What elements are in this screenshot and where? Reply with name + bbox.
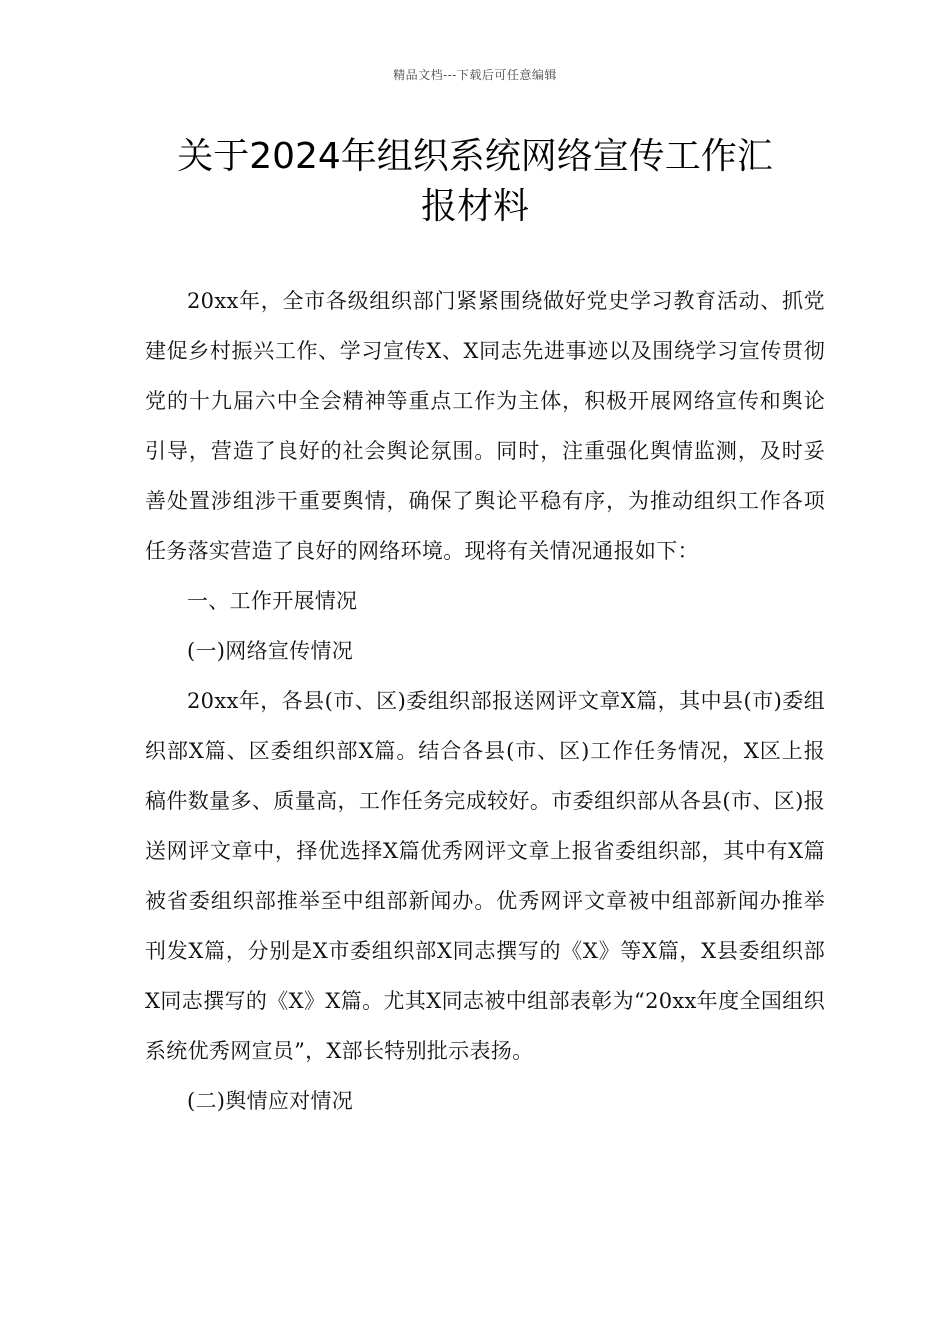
paragraph-network-publicity: 20xx年，各县(市、区)委组织部报送网评文章X篇，其中县(市)委组织部X篇、区委组织部X篇。结合各县(市、区)工作任务情况，X区上报稿件数量多、质量高，工作任务完成较好。市委组织部从各县(市、区)报送网评文章中，择优选择X篇优秀网评文章上报省委组织部，其中有X篇被省委组织部推举至中组部新闻办。优秀网评文章被中组部新闻办推举刊发X篇，分别是X市委组织部X同志撰写的《X》等X篇，X县委组织部X同志撰写的《X》X篇。尤其X同志被中组部表彰为“20xx年度全国组织系统优秀网宣员”，X部长特别批示表扬。 <box>145 689 825 1063</box>
header-note: 精品文档---下载后可任意编辑 <box>393 68 557 82</box>
subsection-heading-2: (二)舆情应对情况 <box>187 1089 354 1113</box>
subsection-heading-1: (一)网络宣传情况 <box>187 639 354 663</box>
document-body <box>145 276 825 1126</box>
paragraph-intro: 20xx年，全市各级组织部门紧紧围绕做好党史学习教育活动、抓党建促乡村振兴工作、学习宣传X、X同志先进事迹以及围绕学习宣传贯彻党的十九届六中全会精神等重点工作为主体，积极开展网络宣传和舆论引导，营造了良好的社会舆论氛围。同时，注重强化舆情监测，及时妥善处置涉组涉干重要舆情，确保了舆论平稳有序，为推动组织工作各项任务落实营造了良好的网络环境。现将有关情况通报如下： <box>145 289 825 563</box>
section-heading-1: 一、工作开展情况 <box>187 589 358 613</box>
title-line-2: 报材料 <box>420 186 529 227</box>
document-title <box>95 132 855 232</box>
title-line-1: 关于2024年组织系统网络宣传工作汇 <box>177 136 773 177</box>
